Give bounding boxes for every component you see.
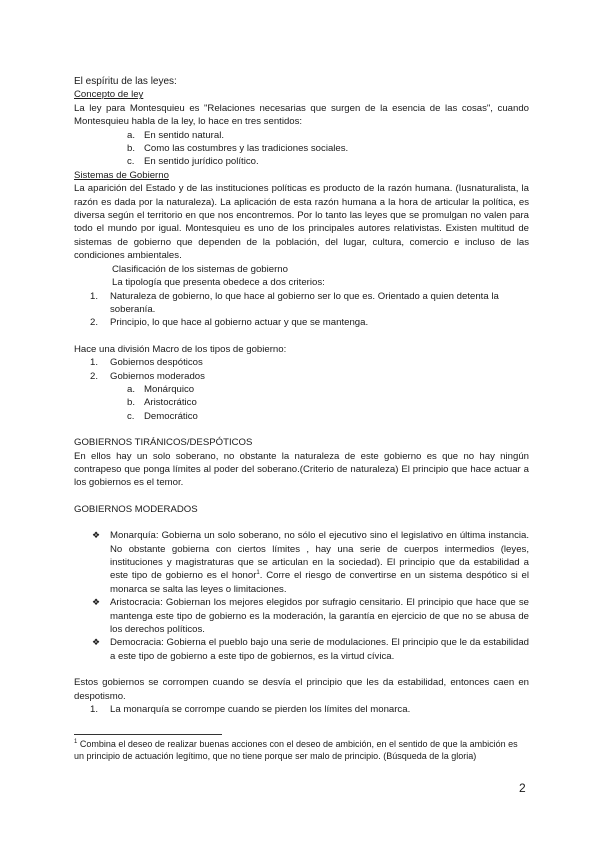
- list-item: 1. La monarquía se corrompe cuando se pierden los límites del monarca.: [90, 704, 411, 716]
- paragraph-corrupcion: Estos gobiernos se corrompen cuando se desvía el principio que les da estabilidad, entonces caen en despotismo.: [74, 677, 529, 702]
- footnote-number: 1: [74, 739, 78, 745]
- paragraph-gobiernos-despoticos: En ellos hay un solo soberano, no obstante la naturaleza de este gobierno es que no hay ningún contrapeso que ponga límites al poder del soberano.(Criterio de naturaleza) El principio que hace actuar a los gobiernos es el temor.: [74, 450, 529, 489]
- list-tipos-gobierno: [74, 356, 529, 383]
- document-title: El espíritu de las leyes:: [74, 76, 177, 87]
- footnote-text: Combina el deseo de realizar buenas acciones con el deseo de ambición, en el sentido de que la ambición es un principio de actuación legítimo, que no tiene porque ser malo de principio. (Búsqueda de la gloria): [74, 739, 518, 762]
- diamond-bullet-icon: ❖: [92, 637, 101, 648]
- list-item-democracia: ❖ Democracia: Gobierna el pueblo bajo una serie de modulaciones. El principio que le da estabilidad a este tipo de gobierno a este tipo de gobiernos, es la virtud cívica.: [92, 637, 529, 662]
- heading-concepto-de-ley: Concepto de ley: [74, 89, 144, 101]
- heading-clasificacion: Clasificación de los sistemas de gobierno: [112, 263, 288, 275]
- list-item-monarquia: ❖ Monarquía: Gobierna un solo soberano, no sólo el ejecutivo sino el legislativo en última instancia. No obstante gobierna con ciertos límites , hay una serie de cuerpos intermedios (leyes, instituciones y magistraturas que se articulan en la sociedad). El principio que da estabilidad a este tipo de gobierno es el honor$^1$. Corre el riesgo de convertirse en un sistema despótico si el monarca se salta las leyes o limitaciones.: [92, 530, 529, 595]
- list-item: 1. Naturaleza de gobierno, lo que hace al gobierno ser lo que es. Orientado a quien detenta la soberanía.: [90, 290, 499, 315]
- list-corrupcion: [74, 703, 529, 716]
- spacer: [74, 490, 529, 503]
- list-item: b. Como las costumbres y las tradiciones sociales.: [127, 143, 349, 155]
- spacer: [74, 423, 529, 436]
- spacer: [74, 330, 529, 343]
- footnote-separator: [74, 734, 222, 735]
- page-number: 2: [519, 781, 526, 795]
- heading-gobiernos-moderados: GOBIERNOS MODERADOS: [74, 503, 198, 515]
- list-item: 2. Principio, lo que hace al gobierno actuar y que se mantenga.: [90, 317, 369, 329]
- list-item-aristocracia: ❖ Aristocracia: Gobiernan los mejores elegidos por sufragio censitario. El principio que hace que se mantenga este tipo de gobierno es la moderación, la garantía en ejercicio de que no se abusa de los derechos políticos.: [92, 597, 529, 636]
- list-item: 1. Gobiernos despóticos: [90, 357, 203, 369]
- paragraph-division-macro: Hace una división Macro de los tipos de gobierno:: [74, 343, 287, 355]
- paragraph-sistemas-de-gobierno: La aparición del Estado y de las instituciones políticas es producto de la razón humana. (Iusnaturalista, la razón es dada por la naturaleza). La aplicación de esta razón humana a la hora de articular la política, es diversa según el territorio en que nos encontremos. Por lo tanto las leyes que se promulgan no valen para todo el mundo por igual. Montesquieu es uno de los principales autores relativistas. Existen multitud de sistemas de gobierno que dependen de la población, del lugar, cultura, comercio e incluso de las condiciones ambientales.: [74, 183, 529, 262]
- spacer: [74, 663, 529, 676]
- diamond-bullet-icon: ❖: [92, 530, 101, 541]
- clasificacion-intro: La tipología que presenta obedece a dos criterios:: [112, 277, 325, 289]
- footnote-reference[interactable]: 1: [256, 570, 260, 577]
- spacer: [74, 516, 529, 529]
- footnote: [74, 738, 529, 763]
- list-item: c. En sentido jurídico político.: [127, 156, 259, 168]
- page-content: [74, 75, 529, 716]
- list-item: c. Democrático: [127, 410, 198, 422]
- heading-gobiernos-despoticos: GOBIERNOS TIRÁNICOS/DESPÓTICOS: [74, 437, 253, 449]
- diamond-bullet-icon: ❖: [92, 597, 101, 608]
- heading-sistemas-de-gobierno: Sistemas de Gobierno: [74, 169, 169, 181]
- list-item: b. Aristocrático: [127, 397, 197, 409]
- list-item: a. En sentido natural.: [127, 129, 225, 141]
- list-item: a. Monárquico: [127, 383, 195, 395]
- list-criterios: [74, 290, 529, 330]
- list-item: 2. Gobiernos moderados: [90, 370, 205, 382]
- list-gobiernos-moderados: [74, 529, 529, 663]
- paragraph-concepto-de-ley: La ley para Montesquieu es "Relaciones necesarias que surgen de la esencia de las cosas", cuando Montesquieu habla de la ley, lo hace en tres sentidos:: [74, 102, 529, 128]
- list-sentidos-ley: [74, 129, 529, 169]
- list-subtipos-gobierno: [74, 383, 529, 423]
